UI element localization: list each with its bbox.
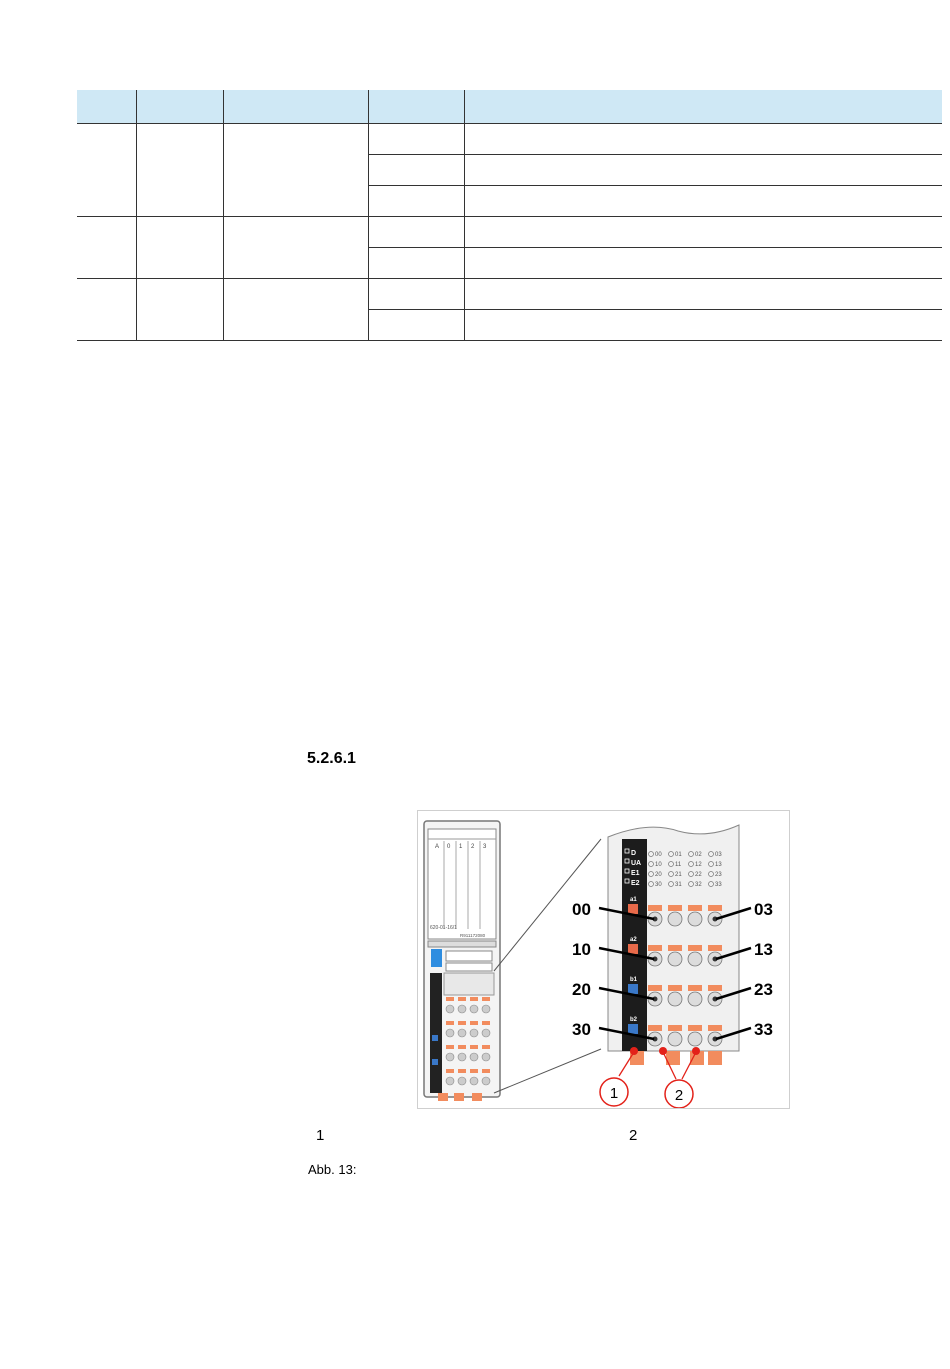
module-overview xyxy=(424,821,500,1101)
row-tag: b2 xyxy=(630,1017,638,1023)
module-label: 0 xyxy=(447,844,451,850)
row-tag: b1 xyxy=(630,977,638,983)
table-cell xyxy=(136,124,223,217)
callout-label: 20 xyxy=(572,980,591,999)
marker-label: 1 xyxy=(609,1085,619,1102)
module-label: 1 xyxy=(459,844,463,850)
table-cell xyxy=(464,248,942,279)
table-row xyxy=(77,279,942,310)
bus-led-label: 23 xyxy=(715,872,722,878)
table-row xyxy=(77,217,942,248)
table-cell xyxy=(136,279,223,341)
marker-label: 2 xyxy=(674,1087,684,1104)
table-cell xyxy=(464,124,942,155)
module-serial: R911172080 xyxy=(460,933,486,938)
spec-table xyxy=(77,90,942,341)
table-cell xyxy=(77,279,136,341)
callout-label: 30 xyxy=(572,1020,591,1039)
bus-led-label: 03 xyxy=(715,852,722,858)
table-header-cell xyxy=(223,90,368,124)
table-cell xyxy=(368,155,464,186)
table-cell xyxy=(368,248,464,279)
bus-led-label: 31 xyxy=(675,882,682,888)
table-cell xyxy=(368,124,464,155)
legend-item-1: 1 xyxy=(316,1127,325,1144)
module-label: 2 xyxy=(471,844,475,850)
table-row xyxy=(77,124,942,155)
table-header-cell xyxy=(136,90,223,124)
bus-led-label: 13 xyxy=(715,862,722,868)
zoom-line xyxy=(494,1049,601,1093)
status-led-label: E1 xyxy=(631,870,640,877)
callout-label: 10 xyxy=(572,940,591,959)
bus-led-label: 21 xyxy=(675,872,682,878)
status-led-label: D xyxy=(631,850,637,857)
bus-led-label: 12 xyxy=(695,862,702,868)
status-led-label: E2 xyxy=(631,880,640,887)
table-header-cell xyxy=(368,90,464,124)
table-cell xyxy=(464,279,942,310)
section-heading: 5.2.6.1 xyxy=(307,750,356,767)
table-cell xyxy=(223,217,368,279)
bus-led-label: 10 xyxy=(655,862,662,868)
bus-led-label: 32 xyxy=(695,882,702,888)
table-header-cell xyxy=(464,90,942,124)
terminal-figure xyxy=(417,810,790,1109)
terminal-detail xyxy=(608,825,739,1065)
table-cell xyxy=(136,217,223,279)
table-cell xyxy=(77,217,136,279)
legend-item-2: 2 xyxy=(629,1127,638,1144)
table-cell xyxy=(464,310,942,341)
bus-led-label: 01 xyxy=(675,852,682,858)
bus-led-label: 00 xyxy=(655,852,662,858)
table-cell xyxy=(77,124,136,217)
callout-label: 33 xyxy=(754,1020,773,1039)
terminal-diagram xyxy=(418,811,789,1108)
table-cell xyxy=(223,124,368,217)
bus-led-label: 20 xyxy=(655,872,662,878)
module-label: A xyxy=(435,844,440,850)
table-cell xyxy=(464,217,942,248)
table-cell xyxy=(368,310,464,341)
row-tag: a1 xyxy=(630,897,637,903)
table-cell xyxy=(368,217,464,248)
callout-label: 00 xyxy=(572,900,591,919)
callout-label: 13 xyxy=(754,940,773,959)
row-tag: a2 xyxy=(630,937,637,943)
table-cell xyxy=(368,279,464,310)
bus-led-label: 33 xyxy=(715,882,722,888)
bus-led-label: 11 xyxy=(675,862,682,868)
figure-caption: Abb. 13: xyxy=(308,1162,357,1177)
bus-led-label: 02 xyxy=(695,852,702,858)
table-header-row xyxy=(77,90,942,124)
bus-led-label: 22 xyxy=(695,872,702,878)
bus-led-label: 30 xyxy=(655,882,662,888)
table-cell xyxy=(223,279,368,341)
table-cell xyxy=(368,186,464,217)
module-label: 3 xyxy=(483,844,487,850)
module-code: 620-01-16/1 xyxy=(430,925,457,931)
status-led-label: UA xyxy=(631,860,642,867)
table-header-cell xyxy=(77,90,136,124)
table-cell xyxy=(464,155,942,186)
table-cell xyxy=(464,186,942,217)
callout-label: 23 xyxy=(754,980,773,999)
callout-label: 03 xyxy=(754,900,773,919)
